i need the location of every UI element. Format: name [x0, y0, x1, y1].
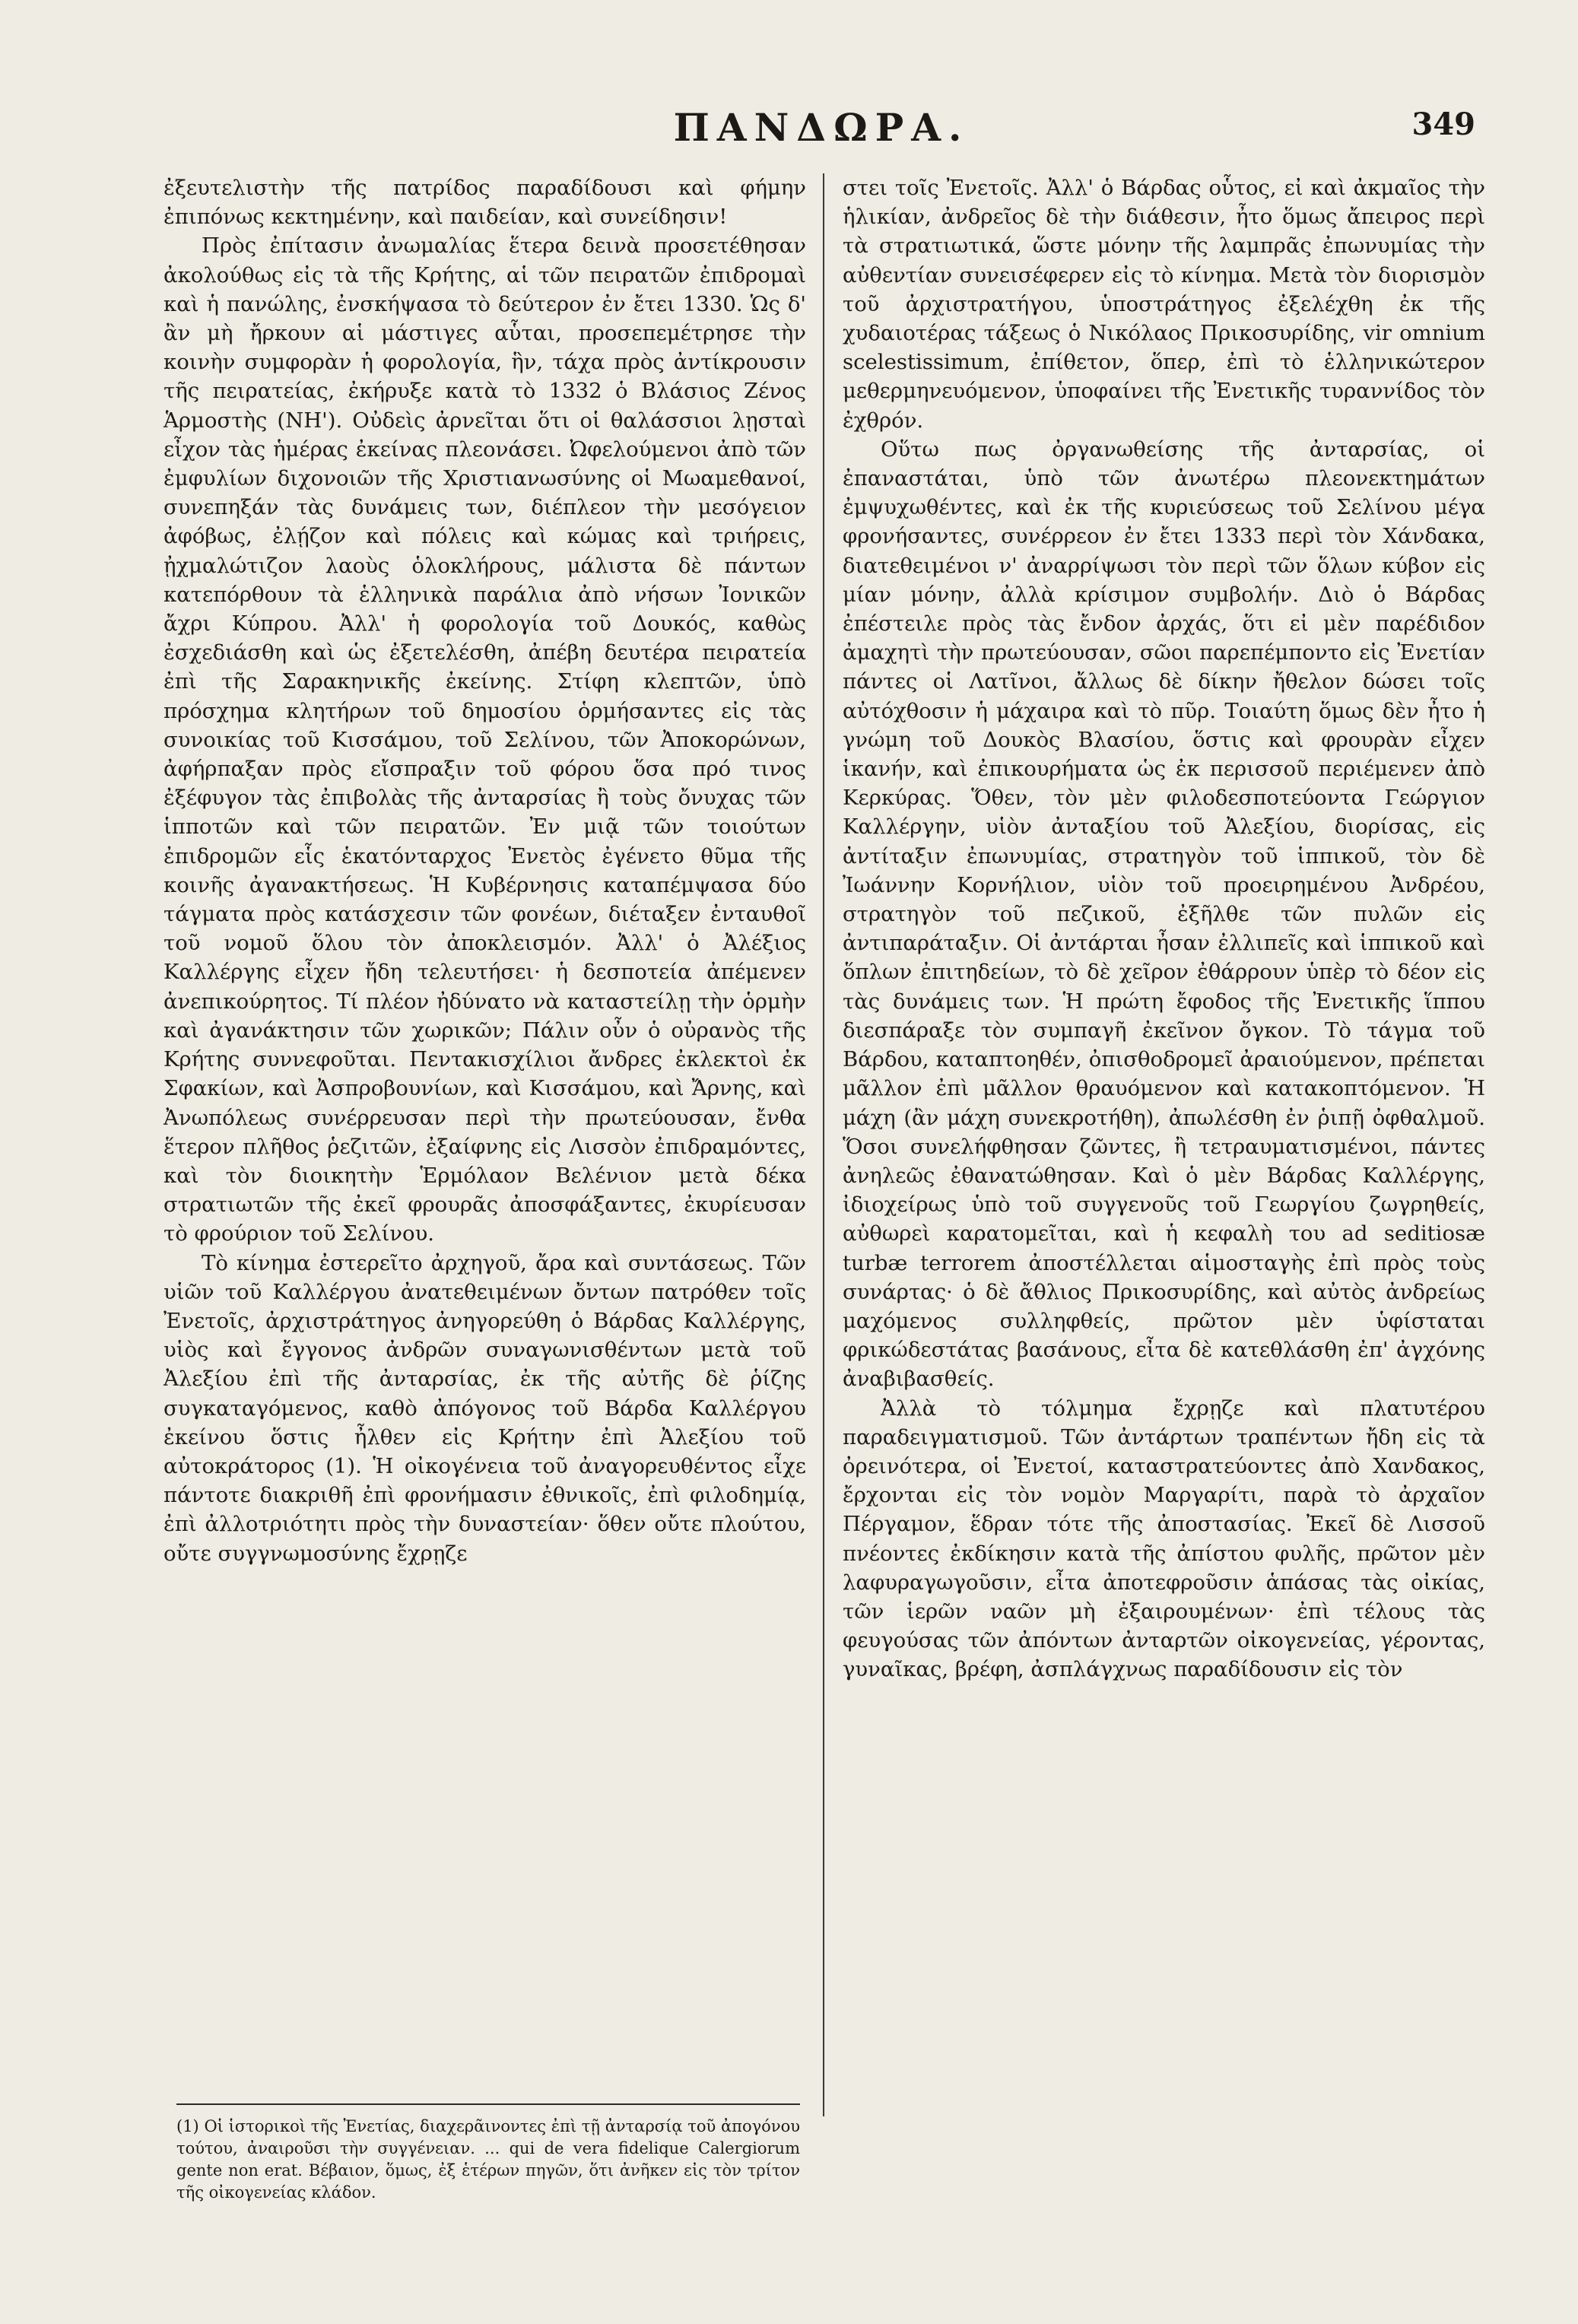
journal-title: ΠΑΝΔΩΡΑ.: [673, 105, 970, 150]
column-divider: [823, 173, 824, 2116]
page-number: 349: [1411, 106, 1475, 142]
left-column: [164, 173, 806, 2151]
right-paragraph-1: στει τοῖς Ἐνετοῖς. Ἀλλ' ὁ Βάρδας οὗτος, εἰ καὶ ἀκμαῖος τὴν ἡλικίαν, ἀνδρεῖος δὲ τὴν διάθεσιν, ἦτο ὅμως ἄπειρος περὶ τὰ στρατιωτικά, ὥστε μόνην τῆς λαμπρᾶς ἐπωνυμίας τὴν αὐθεντίαν συνεισέφερεν εἰς τὸ κίνημα. Μετὰ τὸν διορισμὸν τοῦ ἀρχιστρατήγου, ὑποστράτηγος ἐξελέχθη ἐκ τῆς χυδαιοτέρας τάξεως ὁ Νικόλαος Πρικοσυρίδης, vir omnium scelestissimum, ἐπίθετον, ὅπερ, ἐπὶ τὸ ἑλληνικώτερον μεθερμηνευόμενον, ὑποφαίνει τῆς Ἐνετικῆς τυραννίδος τὸν ἐχθρόν.: [843, 176, 1485, 433]
right-column: [843, 173, 1485, 2151]
left-paragraph-3: Τὸ κίνημα ἐστερεῖτο ἀρχηγοῦ, ἄρα καὶ συντάσεως. Τῶν υἱῶν τοῦ Καλλέργου ἀνατεθειμένων ὄντων πατρόθεν τοῖς Ἐνετοῖς, ἀρχιστράτηγος ἀνηγορεύθη ὁ Βάρδας Καλλέργης, υἱὸς καὶ ἔγγονος ἀνδρῶν συναγωνισθέντων μετὰ τοῦ Ἀλεξίου ἐπὶ τῆς ἀνταρσίας, ἐκ τῆς αὐτῆς δὲ ῥίζης συγκαταγόμενος, καθὸ ἀπόγονος τοῦ Βάρδα Καλλέργου ἐκείνου ὅστις ἦλθεν εἰς Κρήτην ἐπὶ Ἀλεξίου τοῦ αὐτοκράτορος (1). Ἡ οἰκογένεια τοῦ ἀναγορευθέντος εἶχε πάντοτε διακριθῆ ἐπὶ φρονήμασιν ἐθνικοῖς, ἐπὶ φιλοδημίᾳ, ἐπὶ ἀλλοτριότητι πρὸς τὴν δυναστείαν· ὅθεν οὔτε πλούτου, οὔτε συγγνωμοσύνης ἔχρῃζε: [164, 1250, 806, 1566]
right-paragraph-3: Ἀλλὰ τὸ τόλμημα ἔχρῃζε καὶ πλατυτέρου παραδειγματισμοῦ. Τῶν ἀντάρτων τραπέντων ἤδη εἰς τὰ ὀρεινότερα, οἱ Ἐνετοί, καταστρατεύοντες ἀπὸ Χανδακος, ἔρχονται εἰς τὸν νομὸν Μαργαρίτι, παρὰ τὸ ἀρχαῖον Πέργαμον, ἕδραν τότε τῆς ἀποστασίας. Ἐκεῖ δὲ Λισσοῦ πνέοντες ἐκδίκησιν κατὰ τῆς ἀπίστου φυλῆς, πρῶτον μὲν λαφυραγωγοῦσιν, εἶτα ἀποτεφροῦσιν ἁπάσας τὰς οἰκίας, τῶν ἱερῶν ναῶν μὴ ἐξαιρουμένων· ἐπὶ τέλους τὰς φευγούσας τῶν ἀπόντων ἀνταρτῶν οἰκογενείας, γέροντας, γυναῖκας, βρέφη, ἀσπλάγχνως παραδίδουσιν εἰς τὸν: [843, 1395, 1485, 1682]
running-head: [167, 97, 1475, 158]
left-paragraph-2: Πρὸς ἐπίτασιν ἀνωμαλίας ἕτερα δεινὰ προσετέθησαν ἀκολούθως εἰς τὰ τῆς Κρήτης, αἱ τῶν πειρατῶν ἐπιδρομαὶ καὶ ἡ πανώλης, ἐνσκήψασα τὸ δεύτερον ἐν ἔτει 1330. Ὡς δ' ἂν μὴ ἤρκουν αἱ μάστιγες αὗται, προσεπεμέτρησε τὴν κοινὴν συμφορὰν ἡ φορολογία, ἣν, τάχα πρὸς ἀντίκρουσιν τῆς πειρατείας, ἐκήρυξε κατὰ τὸ 1332 ὁ Βλάσιος Ζένος Ἁρμοστὴς (ΝΗ'). Οὐδεὶς ἀρνεῖται ὅτι οἱ θαλάσσιοι λῃσταὶ εἶχον τὰς ἡμέρας ἐκείνας πλεονάσει. Ὠφελούμενοι ἀπὸ τῶν ἐμφυλίων διχονοιῶν τῆς Χριστιανωσύνης οἱ Μωαμεθανοί, συνεπηξάν τὰς δυνάμεις των, διέπλεον τὴν μεσόγειον ἀφόβως, ἐλῄζον καὶ πόλεις καὶ κώμας καὶ τριήρεις, ᾐχμαλώτιζον λαοὺς ὁλοκλήρους, μάλιστα δὲ πάντων κατεπόρθουν τὰ ἑλληνικὰ παράλια ἀπὸ νήσων Ἰονικῶν ἄχρι Κύπρου. Ἀλλ' ἡ φορολογία τοῦ Δουκός, καθὼς ἐσχεδιάσθη καὶ ὡς ἐξετελέσθη, ἀπέβη δευτέρα πειρατεία ἐπὶ τῆς Σαρακηνικῆς ἐκείνης. Στίφη κλεπτῶν, ὑπὸ πρόσχημα κλητήρων τοῦ δημοσίου ὁρμήσαντες εἰς τὰς συνοικίας τοῦ Κισσάμου, τοῦ Σελίνου, τῶν Ἀποκορώνων, ἀφήρπαξαν πρὸς εἴσπραξιν τοῦ φόρου ὅσα πρό τινος ἐξέφυγον τὰς ἐπιβολὰς τῆς ἀνταρσίας ἢ τοὺς ὄνυχας τῶν ἱπποτῶν καὶ τῶν πειρατῶν. Ἐν μιᾷ τῶν τοιούτων ἐπιδρομῶν εἷς ἑκατόνταρχος Ἐνετὸς ἐγένετο θῦμα τῆς κοινῆς ἀγανακτήσεως. Ἡ Κυβέρνησις καταπέμψασα δύο τάγματα πρὸς κατάσχεσιν τῶν φονέων, διέταξεν ἐνταυθοῖ τοῦ νομοῦ ὅλου τὸν ἀποκλεισμόν. Ἀλλ' ὁ Ἀλέξιος Καλλέργης εἶχεν ἤδη τελευτήσει· ἡ δεσποτεία ἀπέμενεν ἀνεπικούρητος. Τί πλέον ἠδύνατο νὰ καταστείλῃ τὴν ὁρμὴν καὶ ἀγανάκτησιν τῶν χωρικῶν; Πάλιν οὖν ὁ οὐρανὸς τῆς Κρήτης συννεφοῦται. Πεντακισχίλιοι ἄνδρες ἐκλεκτοὶ ἐκ Σφακίων, καὶ Ἀσπροβουνίων, καὶ Κισσάμου, καὶ Ἄρνης, καὶ Ἀνωπόλεως συνέρρευσαν περὶ τὴν πρωτεύουσαν, ἔνθα ἕτερον πλῆθος ῥεζιτῶν, ἐξαίφνης εἰς Λισσὸν ἐπιδραμόντες, καὶ τὸν διοικητὴν Ἑρμόλαον Βελένιον μετὰ δέκα στρατιωτῶν τῆς ἐκεῖ φρουρᾶς ἀποσφάξαντες, ἐκυρίευσαν τὸ φρούριον τοῦ Σελίνου.: [164, 233, 806, 1246]
footnote-divider: [176, 2103, 800, 2105]
left-paragraph-1: ἐξευτελιστὴν τῆς πατρίδος παραδίδουσι καὶ φήμην ἐπιπόνως κεκτημένην, καὶ παιδείαν, καὶ συνείδησιν!: [164, 176, 806, 230]
footnote: (1) Οἱ ἱστορικοὶ τῆς Ἐνετίας, διαχερᾶινοντες ἐπὶ τῇ ἀνταρσίᾳ τοῦ ἀπογόνου τούτου, ἀναιροῦσι τὴν συγγένειαν. ... qui de vera fidelique Calergiorum gente non erat. Βέβαιον, ὅμως, ἐξ ἑτέρων πηγῶν, ὅτι ἀνῆκεν εἰς τὸν τρίτον τῆς οἰκογενείας κλάδον.: [176, 2117, 800, 2202]
right-paragraph-2: Οὕτω πως ὀργανωθείσης τῆς ἀνταρσίας, οἱ ἐπαναστάται, ὑπὸ τῶν ἀνωτέρω πλεονεκτημάτων ἐμψυχωθέντες, καὶ ἐκ τῆς κυριεύσεως τοῦ Σελίνου μέγα φρονήσαντες, συνέρρεον ἐν ἔτει 1333 περὶ τὸν Χάνδακα, διατεθειμένοι ν' ἀναρρίψωσι τὸν περὶ τῶν ὅλων κύβον εἰς μίαν μόνην, ἀλλὰ κρίσιμον συμβολήν. Διὸ ὁ Βάρδας ἐπέστειλε πρὸς τὰς ἔνδον ἀρχάς, ὅτι εἰ μὲν παρέδιδον ἀμαχητὶ τὴν πρωτεύουσαν, σῶοι παρεπέμποντο εἰς Ἐνετίαν πάντες οἱ Λατῖνοι, ἄλλως δὲ δίκην ἤθελον δώσει τοῖς αὐτόχθοσιν ἡ μάχαιρα καὶ τὸ πῦρ. Τοιαύτη ὅμως δὲν ἦτο ἡ γνώμη τοῦ Δουκὸς Βλασίου, ὅστις καὶ φρουρὰν εἶχεν ἱκανήν, καὶ ἐπικουρήματα ὡς ἐκ περισσοῦ περιέμενεν ἀπὸ Κερκύρας. Ὅθεν, τὸν μὲν φιλοδεσποτεύοντα Γεώργιον Καλλέργην, υἱὸν ἀνταξίου τοῦ Ἀλεξίου, διορίσας, εἰς ἀντίταξιν ἐπωνυμίας, στρατηγὸν τοῦ ἱππικοῦ, τὸν δὲ Ἰωάννην Κορνήλιον, υἱὸν τοῦ προειρημένου Ἀνδρέου, στρατηγὸν τοῦ πεζικοῦ, ἐξῆλθε τῶν πυλῶν εἰς ἀντιπαράταξιν. Οἱ ἀντάρται ἦσαν ἐλλιπεῖς καὶ ἱππικοῦ καὶ ὅπλων ἐπιτηδείων, τὸ δὲ χεῖρον ἐθάρρουν ὑπὲρ τὸ δέον εἰς τὰς δυνάμεις των. Ἡ πρώτη ἔφοδος τῆς Ἐνετικῆς ἵππου διεσπάραξε τὸν συμπαγῆ ἐκεῖνον ὄγκον. Τὸ τάγμα τοῦ Βάρδου, καταπτοηθέν, ὀπισθοδρομεῖ ἀραιούμενον, πρέπεται μᾶλλον ἐπὶ μᾶλλον θραυόμενον καὶ κατακοπτόμενον. Ἡ μάχη (ἂν μάχη συνεκροτήθη), ἀπωλέσθη ἐν ῥιπῇ ὀφθαλμοῦ. Ὅσοι συνελήφθησαν ζῶντες, ἢ τετραυματισμένοι, πάντες ἀνηλεῶς ἐθανατώθησαν. Καὶ ὁ μὲν Βάρδας Καλλέργης, ἰδιοχείρως ὑπὸ τοῦ συγγενοῦς τοῦ Γεωργίου ζωγρηθείς, αὐθωρεὶ καρατομεῖται, καὶ ἡ κεφαλὴ του ad seditiosæ turbæ terrorem ἀποστέλλεται αἱμοσταγὴς ἐπὶ πρὸς τοὺς συνάρτας· ὁ δὲ ἄθλιος Πρικοσυρίδης, καὶ αὐτὸς ἀνδρείως μαχόμενος συλληφθείς, πρῶτον μὲν ὑφίσταται φρικώδεστάτας βασάνους, εἶτα δὲ κατεθλάσθη ἐπ' ἀγχόνης ἀναβιβασθείς.: [843, 437, 1485, 1392]
